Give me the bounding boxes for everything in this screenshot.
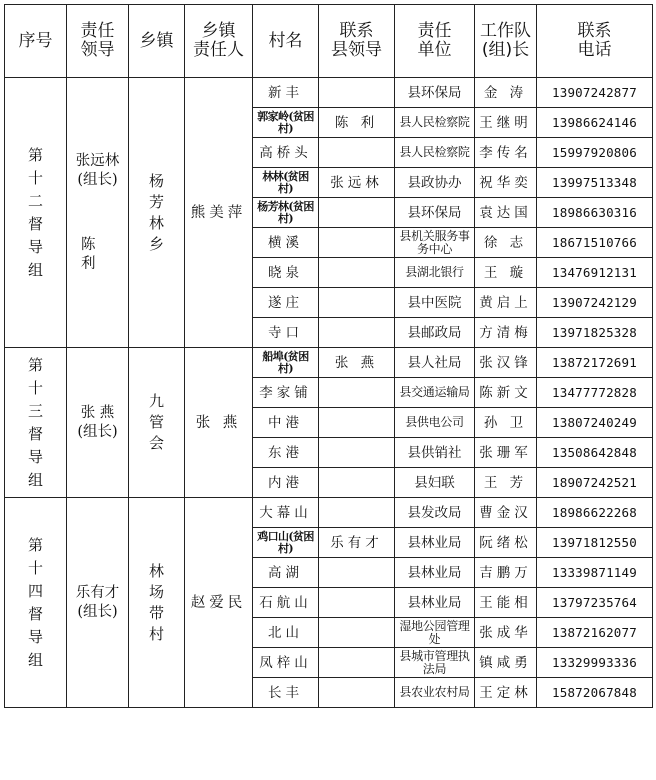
phone: 13872162077 — [537, 618, 653, 648]
county-leader — [319, 318, 395, 348]
phone: 13807240249 — [537, 408, 653, 438]
county-leader: 乐有才 — [319, 528, 395, 558]
county-leader — [319, 588, 395, 618]
village: 杨芳林(贫困村) — [253, 198, 319, 228]
responsible-unit: 县妇联 — [395, 468, 475, 498]
team-head: 李传名 — [475, 138, 537, 168]
team-head: 黄启上 — [475, 288, 537, 318]
village: 新丰 — [253, 78, 319, 108]
village: 高桥头 — [253, 138, 319, 168]
phone: 13971812550 — [537, 528, 653, 558]
responsible-unit: 县机关服务事务中心 — [395, 228, 475, 258]
leader-name: 张远林 (组长) — [75, 152, 120, 188]
header-leader: 责任 领导 — [67, 5, 129, 78]
town-text: 九管会 — [148, 392, 164, 452]
county-leader — [319, 228, 395, 258]
county-leader — [319, 378, 395, 408]
village: 寺口 — [253, 318, 319, 348]
group-name-text: 第十二督导组 — [27, 145, 43, 279]
responsible-leader — [67, 78, 129, 348]
responsible-leader — [67, 348, 129, 498]
header-index: 序号 — [5, 5, 67, 78]
town-leader: 赵爱民 — [185, 498, 253, 708]
group-name — [5, 498, 67, 708]
team-head: 王继明 — [475, 108, 537, 138]
town — [129, 348, 185, 498]
responsible-unit: 县供电公司 — [395, 408, 475, 438]
phone: 13329993336 — [537, 648, 653, 678]
village: 长丰 — [253, 678, 319, 708]
header-village: 村名 — [253, 5, 319, 78]
team-head: 方清梅 — [475, 318, 537, 348]
county-leader — [319, 498, 395, 528]
responsible-unit: 县城市管理执法局 — [395, 648, 475, 678]
leader-secondary: 陈 利 — [81, 236, 102, 272]
responsible-unit: 县政协办 — [395, 168, 475, 198]
team-head: 王能相 — [475, 588, 537, 618]
town — [129, 78, 185, 348]
county-leader: 张 燕 — [319, 348, 395, 378]
table-row — [5, 78, 653, 108]
responsible-unit: 县中医院 — [395, 288, 475, 318]
phone: 13476912131 — [537, 258, 653, 288]
header-phone: 联系 电话 — [537, 5, 653, 78]
town — [129, 498, 185, 708]
county-leader — [319, 618, 395, 648]
table-row — [5, 348, 653, 378]
header-team-head: 工作队 (组)长 — [475, 5, 537, 78]
supervision-table — [4, 4, 653, 708]
county-leader — [319, 78, 395, 108]
village: 郭家岭(贫困村) — [253, 108, 319, 138]
county-leader: 陈 利 — [319, 108, 395, 138]
county-leader — [319, 678, 395, 708]
leader-name: 乐有才 (组长) — [75, 584, 120, 620]
phone: 13477772828 — [537, 378, 653, 408]
team-head: 袁达国 — [475, 198, 537, 228]
phone: 13986624146 — [537, 108, 653, 138]
responsible-unit: 县农业农村局 — [395, 678, 475, 708]
town-text: 杨芳林乡 — [148, 171, 164, 253]
phone: 13997513348 — [537, 168, 653, 198]
county-leader: 张远林 — [319, 168, 395, 198]
team-head: 王定林 — [475, 678, 537, 708]
team-head: 金 涛 — [475, 78, 537, 108]
town-leader: 张 燕 — [185, 348, 253, 498]
group-name — [5, 78, 67, 348]
team-head: 曹金汉 — [475, 498, 537, 528]
county-leader — [319, 258, 395, 288]
responsible-unit: 县环保局 — [395, 78, 475, 108]
phone: 15997920806 — [537, 138, 653, 168]
village: 李家铺 — [253, 378, 319, 408]
responsible-unit: 县环保局 — [395, 198, 475, 228]
county-leader — [319, 438, 395, 468]
team-head: 张汉锋 — [475, 348, 537, 378]
county-leader — [319, 288, 395, 318]
village: 鸡口山(贫困村) — [253, 528, 319, 558]
town-leader: 熊美萍 — [185, 78, 253, 348]
village: 石航山 — [253, 588, 319, 618]
team-head: 孙 卫 — [475, 408, 537, 438]
group-name-text: 第十四督导组 — [27, 535, 43, 669]
phone: 13508642848 — [537, 438, 653, 468]
village: 遂庄 — [253, 288, 319, 318]
responsible-unit: 县交通运输局 — [395, 378, 475, 408]
village: 林林(贫困村) — [253, 168, 319, 198]
village: 中港 — [253, 408, 319, 438]
leader-name: 张 燕 (组长) — [77, 404, 118, 440]
village: 内港 — [253, 468, 319, 498]
phone: 18907242521 — [537, 468, 653, 498]
village: 横溪 — [253, 228, 319, 258]
responsible-unit: 湿地公园管理处 — [395, 618, 475, 648]
responsible-unit: 县林业局 — [395, 528, 475, 558]
phone: 13872172691 — [537, 348, 653, 378]
responsible-unit: 县林业局 — [395, 588, 475, 618]
village: 大幕山 — [253, 498, 319, 528]
village: 东港 — [253, 438, 319, 468]
header-county-leader: 联系 县领导 — [319, 5, 395, 78]
county-leader — [319, 648, 395, 678]
county-leader — [319, 558, 395, 588]
group-name — [5, 348, 67, 498]
team-head: 王 璇 — [475, 258, 537, 288]
phone: 15872067848 — [537, 678, 653, 708]
team-head: 吉鹏万 — [475, 558, 537, 588]
team-head: 徐 志 — [475, 228, 537, 258]
village: 高湖 — [253, 558, 319, 588]
group-name-text: 第十三督导组 — [27, 355, 43, 489]
team-head: 阮绪松 — [475, 528, 537, 558]
header-town: 乡镇 — [129, 5, 185, 78]
phone: 18986630316 — [537, 198, 653, 228]
village: 晓泉 — [253, 258, 319, 288]
county-leader — [319, 198, 395, 228]
town-text: 林场带村 — [148, 561, 164, 643]
responsible-unit: 县林业局 — [395, 558, 475, 588]
responsible-leader — [67, 498, 129, 708]
village: 船埠(贫困村) — [253, 348, 319, 378]
team-head: 镇咸勇 — [475, 648, 537, 678]
responsible-unit: 县邮政局 — [395, 318, 475, 348]
table-body — [5, 78, 653, 708]
team-head: 张珊军 — [475, 438, 537, 468]
phone: 13907242877 — [537, 78, 653, 108]
team-head: 王 芳 — [475, 468, 537, 498]
team-head: 祝华奕 — [475, 168, 537, 198]
responsible-unit: 县湖北银行 — [395, 258, 475, 288]
phone: 18986622268 — [537, 498, 653, 528]
table-row — [5, 498, 653, 528]
phone: 13971825328 — [537, 318, 653, 348]
responsible-unit: 县发改局 — [395, 498, 475, 528]
responsible-unit: 县人民检察院 — [395, 138, 475, 168]
team-head: 陈新文 — [475, 378, 537, 408]
phone: 13907242129 — [537, 288, 653, 318]
header-unit: 责任 单位 — [395, 5, 475, 78]
responsible-unit: 县供销社 — [395, 438, 475, 468]
village: 凤梓山 — [253, 648, 319, 678]
responsible-unit: 县人民检察院 — [395, 108, 475, 138]
county-leader — [319, 138, 395, 168]
responsible-unit: 县人社局 — [395, 348, 475, 378]
phone: 13339871149 — [537, 558, 653, 588]
phone: 18671510766 — [537, 228, 653, 258]
phone: 13797235764 — [537, 588, 653, 618]
team-head: 张成华 — [475, 618, 537, 648]
header-row — [5, 5, 653, 78]
county-leader — [319, 408, 395, 438]
county-leader — [319, 468, 395, 498]
village: 北山 — [253, 618, 319, 648]
header-town-leader: 乡镇 责任人 — [185, 5, 253, 78]
